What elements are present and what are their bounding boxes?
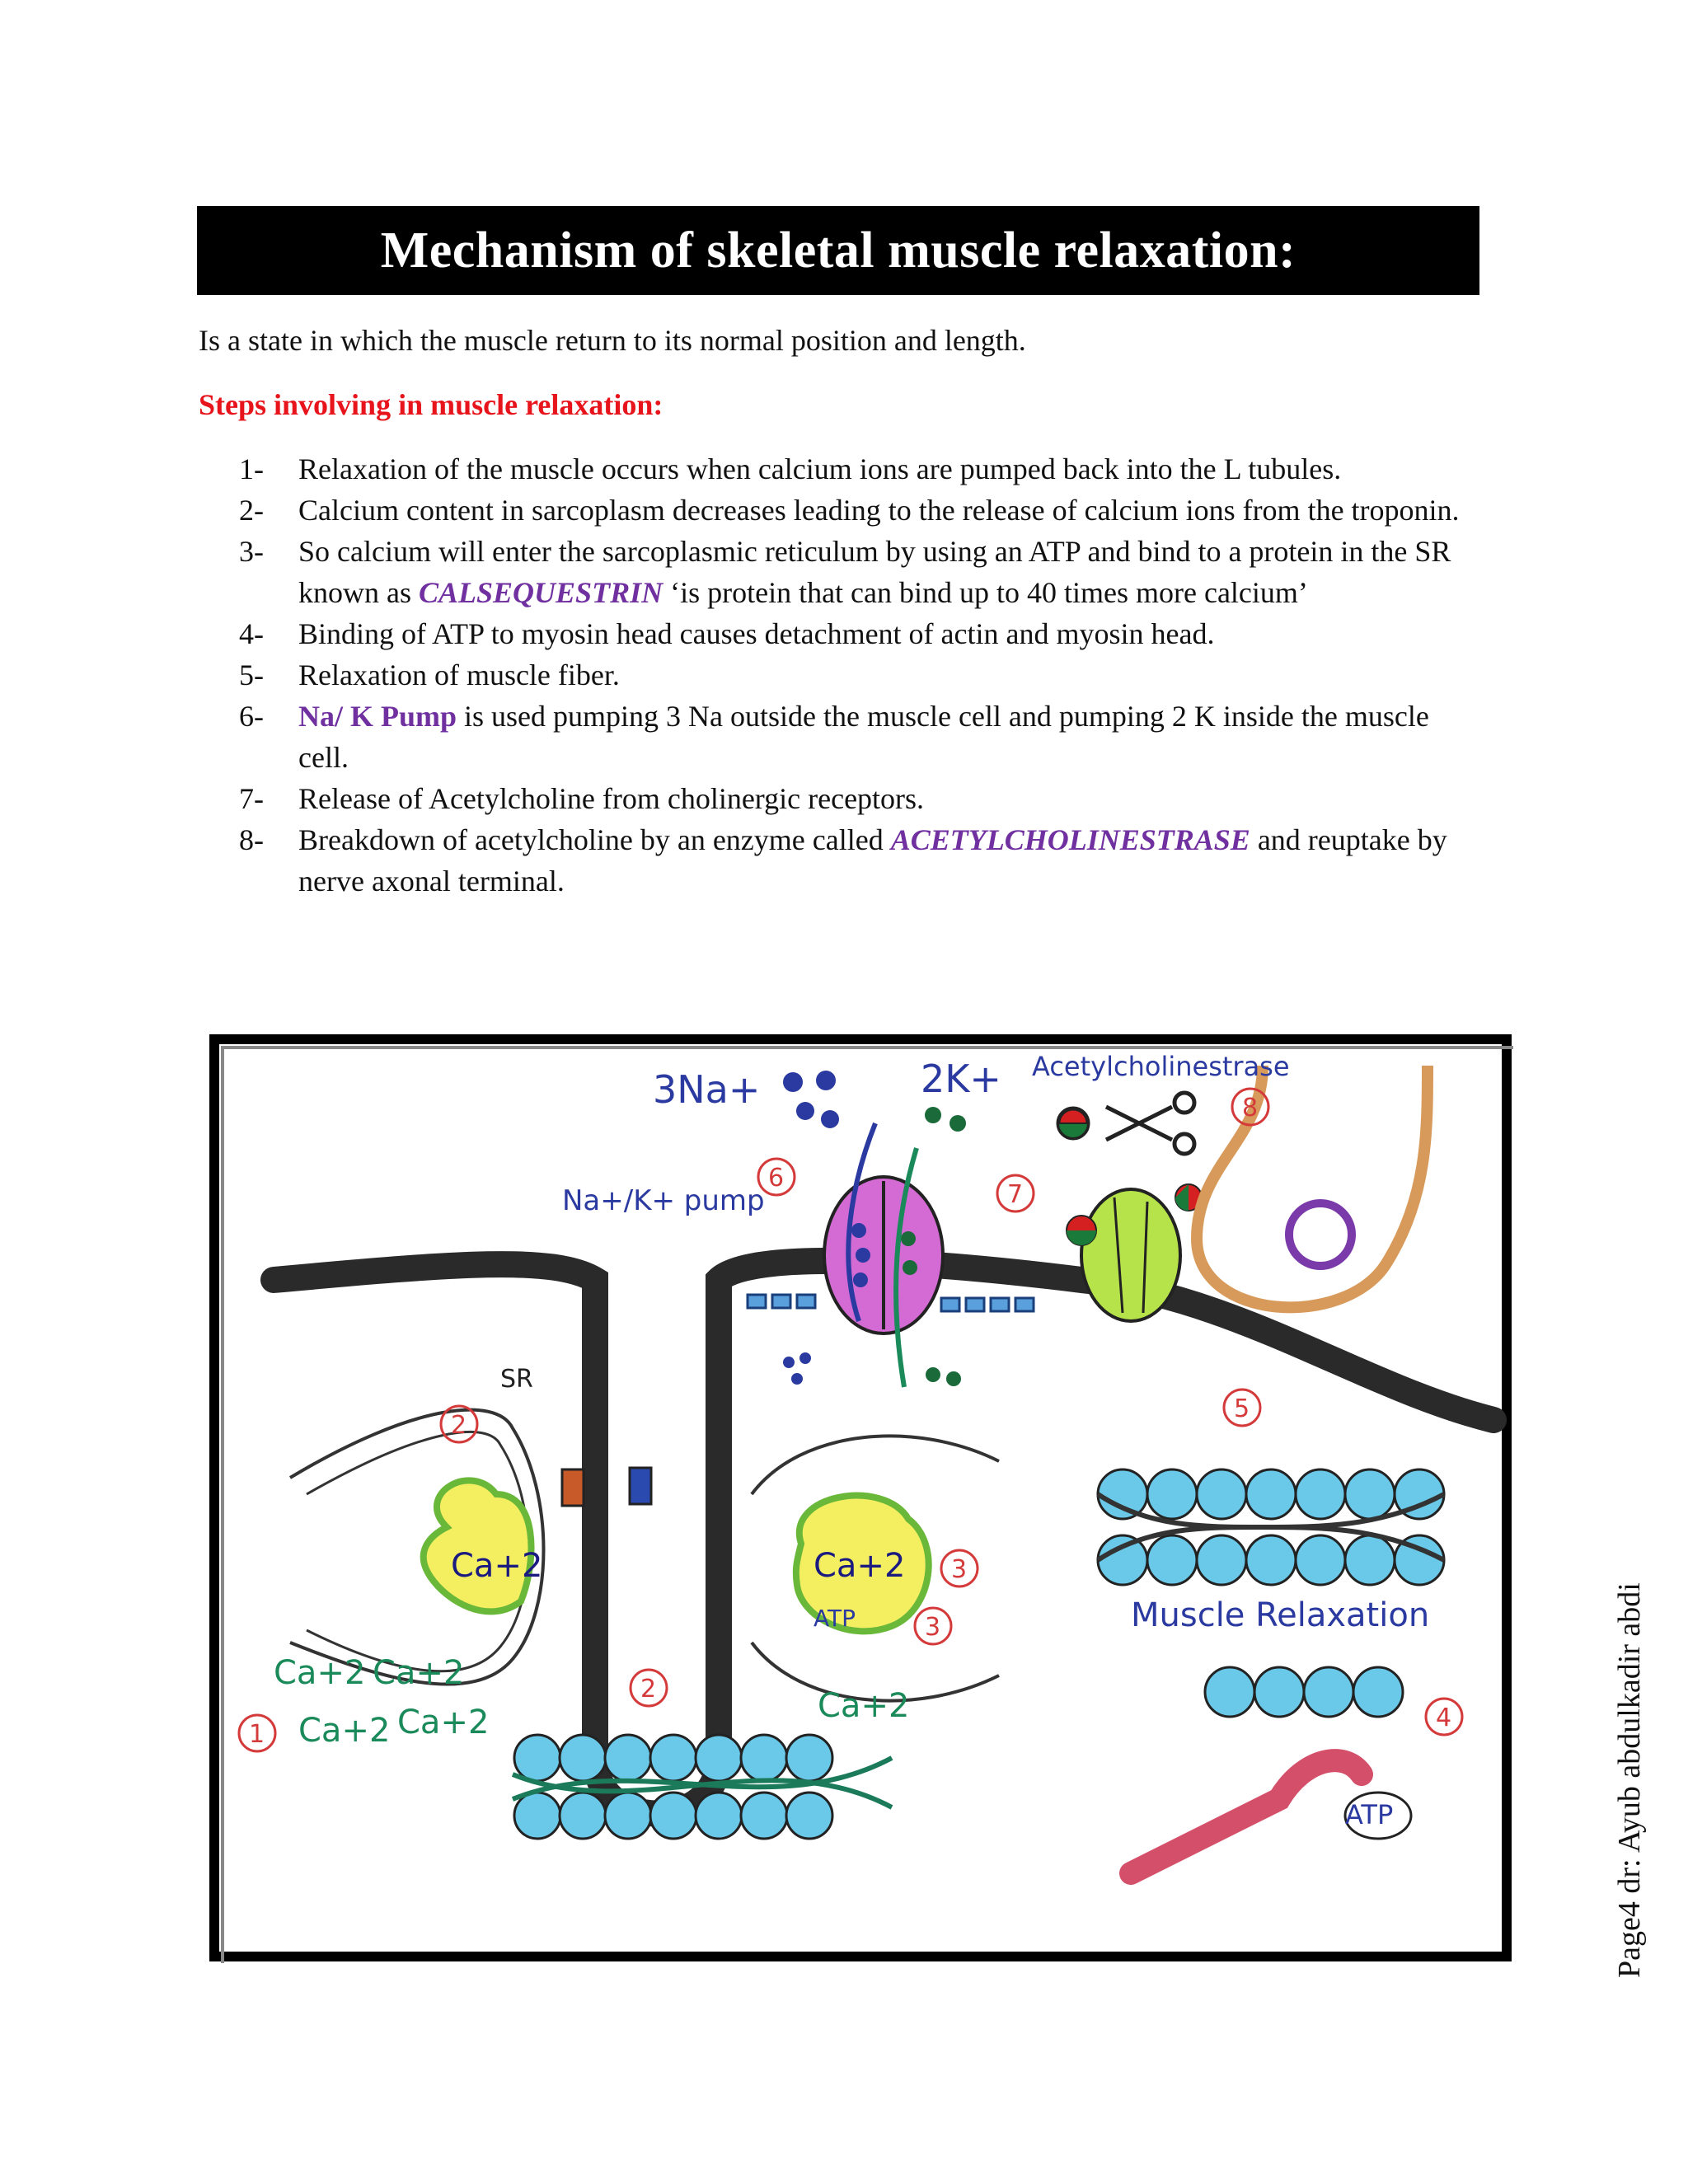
step-number: 7- — [239, 782, 264, 815]
calcium-store-left — [424, 1480, 532, 1611]
label-ca-cytosol-4: Ca+2 — [397, 1704, 490, 1741]
step-text: Relaxation of muscle fiber. — [298, 658, 620, 691]
step-text-part: ‘is protein that can bind up to 40 times more calcium’ — [663, 576, 1308, 609]
step-circle-5: 5 — [1234, 1394, 1250, 1423]
step-item — [239, 448, 1484, 490]
label-2k: 2K+ — [921, 1057, 1001, 1101]
step-text-part: Breakdown of acetylcholine by an enzyme called — [298, 823, 891, 856]
step-circle-2a: 2 — [451, 1411, 467, 1440]
intro-text: Is a state in which the muscle return to its normal position and length. — [199, 324, 1026, 357]
step-text-part: and reuptake by nerve axonal terminal. — [298, 823, 1447, 898]
step-number: 3- — [239, 535, 264, 568]
keyword-na-k-pump: Na/ K Pump — [298, 700, 457, 733]
step-number: 1- — [239, 452, 264, 485]
step-item — [239, 490, 1484, 531]
step-text: Calcium content in sarcoplasm decreases leading to the release of calcium ions from the troponin. — [298, 494, 1460, 527]
step-item — [239, 819, 1484, 902]
step-circle-2b: 2 — [640, 1675, 657, 1704]
step-item — [239, 778, 1484, 819]
step-circle-7: 7 — [1007, 1180, 1024, 1209]
step-number: 5- — [239, 658, 264, 691]
step-item — [239, 613, 1484, 654]
label-ca-cytosol-5: Ca+2 — [818, 1687, 910, 1725]
dhp-receptor — [562, 1469, 584, 1506]
page-title: Mechanism of skeletal muscle relaxation: — [380, 222, 1296, 279]
label-na-k-pump: Na+/K+ pump — [562, 1184, 765, 1217]
label-atp-sr: ATP — [814, 1605, 856, 1632]
step-circle-3a: 3 — [951, 1555, 968, 1584]
step-item — [239, 531, 1484, 613]
label-ca-right: Ca+2 — [814, 1547, 906, 1585]
step-text: Binding of ATP to myosin head causes detachment of actin and myosin head. — [298, 617, 1215, 650]
step-number: 6- — [239, 700, 264, 733]
label-acetylcholinestrase: Acetylcholinestrase — [1032, 1051, 1290, 1082]
step-number: 4- — [239, 617, 264, 650]
step-circle-3b: 3 — [925, 1613, 941, 1642]
keyword-calsequestrin: CALSEQUESTRIN — [419, 576, 663, 609]
page-footer: Page4 dr: Ayub abdulkadir abdi — [1612, 1582, 1647, 1978]
keyword-acetylcholinestrase: ACETYLCHOLINESTRASE — [890, 823, 1250, 856]
label-ca-cytosol-1: Ca+2 — [274, 1654, 366, 1692]
label-muscle-relaxation: Muscle Relaxation — [1131, 1596, 1430, 1634]
label-3na: 3Na+ — [653, 1067, 761, 1112]
step-text: Release of Acetylcholine from cholinergic receptors. — [298, 782, 925, 815]
label-ca-cytosol-2: Ca+2 — [373, 1654, 465, 1692]
step-number: 2- — [239, 494, 264, 527]
label-ca-cytosol-3: Ca+2 — [298, 1712, 391, 1750]
ryanodine-receptor — [630, 1468, 651, 1504]
step-text: Relaxation of the muscle occurs when calcium ions are pumped back into the L tubules. — [298, 452, 1342, 485]
steps-list — [239, 448, 1484, 902]
step-number: 8- — [239, 823, 264, 856]
step-circle-4: 4 — [1436, 1704, 1452, 1732]
relaxation-illustration — [208, 1033, 1513, 1963]
step-text — [298, 696, 1484, 778]
step-text — [298, 819, 1484, 902]
label-atp-myosin: ATP — [1345, 1799, 1394, 1830]
synaptic-vesicle — [1289, 1203, 1352, 1266]
label-sr: SR — [500, 1365, 533, 1394]
step-item — [239, 696, 1484, 778]
title-bar — [197, 206, 1479, 295]
step-circle-6: 6 — [768, 1164, 785, 1193]
steps-heading: Steps involving in muscle relaxation: — [199, 388, 663, 421]
step-text-part: is used pumping 3 Na outside the muscle cell and pumping 2 K inside the muscle cell. — [298, 700, 1429, 774]
step-text-part: So calcium will enter the sarcoplasmic reticulum by using an ATP and bind to a protein in the SR known as — [298, 535, 1451, 609]
label-ca-left: Ca+2 — [451, 1547, 543, 1585]
step-circle-8: 8 — [1242, 1094, 1259, 1122]
step-circle-1: 1 — [249, 1720, 265, 1749]
step-item — [239, 654, 1484, 696]
step-text — [298, 531, 1484, 613]
